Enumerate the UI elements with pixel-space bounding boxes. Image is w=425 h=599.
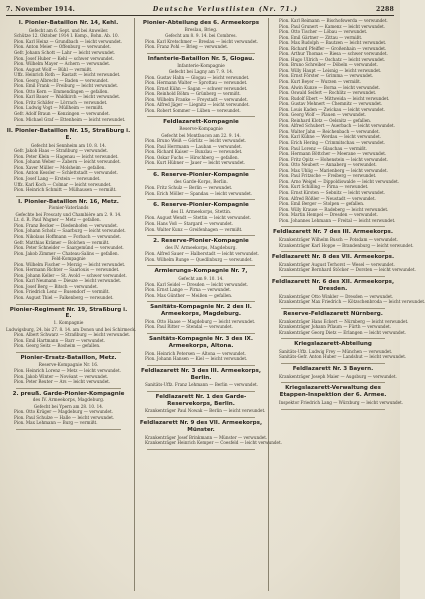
casualty-entry: Pion. Anton Meier — Offenburg — verwundet. [14, 44, 111, 50]
casualty-section [6, 20, 131, 122]
casualty-entry: Pion. Nikolaus Hoffmann — Forbach — verwundet. [14, 234, 122, 239]
casualty-entry: Pion. Paul Schulze — Halle — leicht verwundet. [14, 414, 115, 420]
casualty-entry: Lt. d. R. Paul Wagner — Metz — gefallen. [14, 217, 101, 223]
casualty-entry: Pion. Heinrich Lorenz — Metz — leicht verwundet. [14, 367, 121, 373]
casualty-section [271, 310, 409, 335]
casualty-entry: Gefecht bei Ypern am 28. 10. 14. [33, 403, 104, 409]
casualty-entry: Pion. Rudolf Ebert — Mittweida — leicht verwundet. [279, 95, 390, 101]
casualty-section [137, 368, 265, 388]
casualty-entry: Pion. Peter Schneider — Saargemünd — verwundet. [14, 245, 124, 251]
section-title: Sanitäts-Kompagnie Nr. 2 des II. Armeekorps, Magdeburg. [150, 304, 252, 318]
casualty-section [271, 254, 416, 273]
casualty-section [271, 366, 395, 379]
casualty-entry: Pion. Johannes Lehmann — Freital — leicht verwundet. [279, 217, 396, 223]
casualty-section [271, 341, 407, 360]
header-issue: (Nr. 71.) [258, 5, 299, 13]
section-separator [281, 276, 385, 277]
casualty-entry: Pion. Kurt Hübner — Jauer — leicht verwundet. [145, 160, 246, 166]
casualty-entry: Krankenträger Paul Nowak — Berlin — leicht verwundet. [145, 408, 266, 414]
casualty-entry: Pion. Robert Sommer — Lüben — verwundet. [145, 107, 241, 113]
casualty-entry: Pion. Ernst Kirsten — Sebnitz — leicht verwundet. [279, 189, 386, 195]
section-separator [281, 338, 385, 339]
section-title: 6. Reserve-Pionier-Kompagnie [153, 202, 249, 209]
section-title: Armierungs-Kompagnie Nr. 7, [154, 268, 248, 275]
casualty-entry: Pion. Paul Lorenz — Glauchau — vermißt. [279, 145, 367, 151]
section-title: Feldlazarett Nr. 3 Bayern. [292, 366, 374, 373]
casualty-entry: Pion. August Wendt — Stettin — leicht verwundet. [145, 215, 251, 221]
casualty-entry: Pion. Kurt Beyer — Wurzen — vermißt. [279, 79, 362, 85]
section-title: Pionier-Regiment Nr. 19, Straßburg i. E. [9, 306, 128, 320]
casualty-entry: Pion. Friedrich Lenz — Busendorf — vermißt. [14, 289, 110, 295]
casualty-entry: Pion. Otto Neubert — Annaberg — verwundet. [279, 162, 377, 168]
section-separator [16, 304, 121, 305]
casualty-entry: Pion. Karl Seidel — Dresden — leicht verwundet. [145, 281, 249, 287]
section-separator [147, 301, 255, 302]
casualty-entry: Pion. Willy Haupt — Leisnig — leicht verwundet. [279, 67, 382, 73]
section-subtitle: 1. Kompagnie [53, 321, 84, 327]
casualty-entry: Schütze 12. Oktober 1914 I. Komp., Bohn. Ab. 10. [14, 33, 119, 39]
casualty-entry: Pion. Alfred Rößler — Neustadt — verwundet. [279, 195, 376, 201]
casualty-entry: Pion. Kurt Schilling — Pirna — verwundet. [279, 184, 369, 190]
section-separator [147, 365, 255, 366]
casualty-entry: Pion. Josef Huber — Kehl — schwer verwundet. [14, 55, 114, 61]
casualty-entry: Pion. August Thiel — Falkenberg — verwundet. [14, 295, 114, 301]
casualty-entry: Pion. Karl Heinz — Grundbach — leicht verwundet. [14, 38, 123, 44]
section-separator [281, 382, 385, 383]
section-separator [281, 409, 385, 410]
casualty-entry: Gefecht am 8. 9. 14. bei Combres. [165, 33, 237, 39]
section-separator [147, 53, 255, 54]
casualty-entry: Sanitäts-Uffz. Ludwig Frey — München — verwundet. [279, 348, 393, 354]
casualty-entry: Pion. Bruno Schreiber — Döbeln — verwundet. [279, 62, 378, 68]
section-separator [281, 308, 385, 309]
section-separator [16, 125, 121, 126]
casualty-entry: Pion. Johann Scholz — Saarburg — leicht verwundet. [14, 228, 126, 234]
section-title: Infanterie-Bataillon Nr. 5, Glogau. [147, 55, 255, 62]
column-1 [6, 18, 137, 593]
casualty-section [6, 355, 131, 385]
casualty-section [137, 268, 265, 298]
casualty-entry: Pion. Anton Kessler — Schlettstadt — verwundet. [14, 170, 118, 176]
casualty-entry: Gefr. Johann Schott — Lahr — leicht verwundet. [14, 49, 116, 55]
casualty-entry: Pion. Alfred Jäger — Liegnitz — leicht verwundet. [145, 102, 250, 108]
casualty-entry: Pion. Willy Krause — Radeberg — leicht verwundet. [279, 206, 389, 212]
casualty-entry: Pion. Reinhold Böhm — Grünberg — vermißt. [145, 91, 241, 97]
casualty-entry: Pion. Richard Kaiser — Bunzlau — verwundet. [145, 149, 243, 155]
casualty-entry: Pion. Karl Neumann — Dieuze — leicht verwundet. [14, 278, 122, 284]
casualty-section [6, 391, 131, 426]
casualty-entry: Pion. Reinhard Klotz — Oelsnitz — gefallen. [279, 117, 372, 123]
section-title: Sanitäts-Kompagnie Nr. 3 des IX. Armeekorps, Altona. [149, 336, 253, 349]
casualty-entry: Pion. Hermann Richter — Saarlouis — verwundet. [14, 267, 120, 273]
casualty-section [271, 18, 400, 223]
casualty-section [137, 20, 265, 50]
casualty-entry: Pion. Peter Klein — Hagenau — leicht verwundet. [14, 153, 119, 159]
section-separator [16, 388, 121, 389]
section-title: 2. preuß. Garde-Pionier-Kompagnie [12, 390, 125, 397]
section-separator [147, 199, 255, 200]
casualty-entry: Pion. Ernst Lange — Pirna — verwundet. [145, 287, 232, 293]
casualty-entry: Pion. Paul Ritter — Stendal — verwundet. [145, 324, 233, 330]
casualty-section [137, 394, 265, 414]
section-title: Reserve-Feldlazarett Nürnberg. [283, 310, 383, 317]
casualty-entry: Krankenträger Heinrich Kemper — Coesfeld — leicht verwundet. [145, 440, 282, 446]
casualty-entry: Krankenträger Karl Hoppe — Brandenburg — leicht verwundet. [279, 242, 414, 248]
section-separator [147, 391, 255, 392]
casualty-entry: Krankenträger Georg Dietz — Erlangen — leicht verwundet. [279, 329, 407, 335]
section-title: II. Pionier-Bataillon Nr. 15, Straßburg i. E. [6, 128, 131, 141]
header-title: Deutsche Verlustlisten (Nr. 71.) [152, 5, 299, 13]
section-subtitle: des Garde-Korps, Berlin. [174, 179, 228, 185]
section-title: Feldlazarett-Kompagnie [163, 119, 239, 126]
casualty-entry: Pion. Richard Pfeiffer — Großenhain — verwundet. [279, 45, 387, 51]
casualty-entry: Pion. Bruno Weiß — Görlitz — leicht verwundet. [145, 138, 247, 144]
casualty-entry: Pion. Ludwig Vogt — Müllheim — vermißt. [14, 105, 104, 111]
casualty-entry: Pion. Karl Kühne — Werdau — leicht verwundet. [279, 134, 382, 140]
casualty-section [271, 385, 404, 405]
casualty-entry: Uffz. Heinrich Roth — Rastatt — leicht verwundet. [14, 72, 121, 78]
section-subtitle: Infanterie-Kompagnie [177, 63, 225, 69]
casualty-entry: Pion. Fritz Opitz — Hohenstein — leicht verwundet. [279, 156, 388, 162]
casualty-entry: Pion. Wilhelm Mayer — Achern — verwundet. [14, 61, 111, 67]
section-separator [281, 251, 385, 252]
casualty-entry: Pion. Arno Weigel — Dippoldiswalde — leicht verwundet. [279, 178, 400, 184]
casualty-entry: Pion. Hermann Böttcher — Meerane — verwundet. [279, 151, 387, 157]
casualty-entry: Pion. Josef Berg — Bitsch — verwundet. [14, 283, 99, 289]
section-title: I. Pionier-Bataillon Nr. 16, Metz. [18, 198, 119, 205]
casualty-entry: Gefr. Matthias Krämer — Bolchen — vermißt. [14, 239, 110, 245]
casualty-entry: Pion. Emil Hartmann — Barr — verwundet. [14, 337, 106, 343]
casualty-entry: Pion. Hans Voß — Stargard — verwundet. [145, 220, 233, 226]
casualty-entry: Gefecht am 9. 10. 14. [178, 276, 224, 282]
header-page-number: 2288 [375, 5, 394, 13]
section-subtitle: des II. Armeekorps, Stettin. [170, 210, 232, 215]
casualty-entry: Feld-Kompagnie [51, 256, 86, 262]
casualty-entry: Pion. Otto Krüger — Magdeburg — verwundet. [14, 409, 113, 415]
casualty-entry: Pion. Arthur Thomas — Riesa — schwer verwundet. [279, 51, 388, 57]
section-subtitle: des IV. Armeekorps, Magdeburg. [165, 245, 237, 251]
casualty-entry: Pion. Xaver Müller — Molsheim — gefallen. [14, 164, 106, 170]
casualty-section [6, 306, 137, 349]
casualty-entry: Gefr. Jakob Haas — Straßburg — verwundet. [14, 148, 109, 154]
casualty-entry: Pion. Michael Graf — Ettenheim — leicht verwundet. [14, 116, 126, 122]
casualty-entry: Pion. Walter Kunz — Greifenhagen — vermißt. [145, 226, 243, 232]
casualty-entry: Krankenträger Joseph Maier — Augsburg — verwundet. [279, 373, 397, 379]
casualty-section [271, 279, 425, 305]
casualty-entry: Krankenträger Wilhelm Busch — Potsdam — verwundet. [279, 237, 398, 243]
casualty-entry: Pion. Emil Berger — Stolpen — gefallen. [279, 201, 365, 207]
casualty-entry: Pion. Oswald Seifert — Rochlitz — verwundet. [279, 90, 377, 96]
section-subtitle: des IV. Armeekorps, Magdeburg. [32, 398, 105, 404]
casualty-entry: Uffz. Karl Koch — Colmar — leicht verwundet. [14, 181, 112, 187]
casualty-section [137, 336, 265, 362]
section-title: I. Pionier-Bataillon Nr. 14, Kehl. [18, 20, 119, 26]
column-divider [268, 18, 269, 591]
casualty-entry: Krankenträger August Terhorst — Wesel — verwundet. [279, 261, 395, 267]
casualty-entry: Pion. Karl Bauer — Waldkirch — leicht verwundet. [14, 94, 121, 100]
casualty-entry: Gefecht bei Montfaucon am 22. 9. 14. [161, 132, 241, 138]
casualty-section [137, 202, 265, 232]
casualty-entry: Pion. Albert Schwarz — Straßburg — leicht verwundet. [14, 332, 131, 338]
casualty-entry: Gefr. Adolf Braun — Kenzingen — verwundet. [14, 111, 110, 116]
section-subtitle: Breslau, Brieg. [184, 27, 218, 33]
column-divider [134, 18, 135, 591]
header-date: 7. November 1914. [6, 5, 75, 13]
casualty-entry: Pion. Johann Keller — St. Avold — schwer verwundet. [14, 272, 127, 278]
section-title: Kriegslazarett-Abteilung [294, 341, 372, 348]
casualty-entry: Pion. Max Rudolph — Bautzen — leicht verwundet. [279, 40, 387, 46]
section-separator [147, 333, 255, 334]
casualty-entry: Pion. Oskar Fuchs — Hirschberg — gefallen. [145, 154, 239, 160]
casualty-entry: Pion. Fritz Schulz — Berlin — verwundet. [145, 185, 233, 191]
casualty-entry: Pion. Franz Pohl — Brieg — verwundet. [145, 44, 229, 50]
casualty-entry: Pion. Jakob Winter — Novéant — verwundet. [14, 373, 109, 379]
casualty-entry: Pion. Jakob Zimmer — Chateau-Salins — gefallen. [14, 250, 119, 256]
casualty-entry: Inspektor Friedrich Lang — Würzburg — leicht verwundet. [279, 399, 404, 405]
casualty-entry: Pion. Georg Wolf — Plauen — verwundet. [279, 112, 367, 118]
section-separator [16, 429, 121, 430]
casualty-entry: Pion. Max Lehmann — Burg — vermißt. [14, 420, 98, 426]
casualty-entry: Pion. August Wolf — Bühl — vermißt. [14, 66, 93, 72]
casualty-entry: Pion. Wilhelm Fischer — Merzig — leicht verwundet. [14, 261, 126, 267]
casualty-entry: Pion. Wilhelm Franke — Freystadt — verwundet. [145, 96, 248, 102]
section-title: Feldlazarett Nr. 1 des Garde-Reservekorps, Berlin. [155, 393, 247, 407]
casualty-entry: Pion. Ernst Kühn — Sagan — schwer verwundet. [145, 85, 248, 91]
casualty-section [137, 172, 265, 196]
section-separator [147, 449, 255, 450]
casualty-entry: Pion. Ernst Förster — Grimma — verwundet. [279, 73, 374, 79]
casualty-entry: Pion. Martin Hempel — Dresden — verwundet. [279, 212, 378, 218]
casualty-entry: Krankenträger Max Friedrich — Kötzschenbroda — leicht verwundet. [279, 299, 425, 305]
section-title: Kriegslazarett-Verwaltung des Etappen-Inspektion der 6. Armee. [279, 385, 387, 399]
section-title: Feldlazarett Nr. 8 des VII. Armeekorps. [271, 254, 395, 261]
casualty-entry: Pion. Paul Fritzsche — Freiberg — verwundet. [279, 173, 377, 179]
casualty-entry: Pion. Heinrich Petersen — Altona — verwundet. [145, 350, 246, 356]
casualty-entry: Pion. Erich Hering — Crimmitschau — verwundet. [279, 140, 386, 146]
casualty-entry: Pion. Fritz Schäfer — Lörrach — verwundet. [14, 99, 108, 105]
header-rule [6, 15, 394, 16]
section-subtitle: Reserve-Kompagnie [179, 127, 223, 133]
casualty-entry: Pion. Gustav Mehnert — Chemnitz — verwundet. [279, 101, 383, 107]
column-3 [271, 18, 425, 593]
casualty-entry: Pion. Alfred Schubert — Auerbach — leicht verwundet. [279, 123, 395, 129]
casualty-entry: Pion. Johann Hansen — Kiel — leicht verwundet. [145, 356, 248, 362]
casualty-section [6, 199, 131, 301]
casualty-entry: Pion. Hermann Walter — Sprottau — verwundet. [145, 80, 248, 86]
casualty-entry: Pion. Karl Kretschmer — Breslau — leicht verwundet. [145, 38, 259, 44]
casualty-entry: Gefecht bei Lagny am 7. 9. 14. [168, 69, 234, 75]
casualty-entry: Pion. Walter Jahn — Reichenbach — verwundet. [279, 128, 380, 134]
casualty-entry: Pion. Josef Lang — Erstein — verwundet. [14, 175, 101, 181]
casualty-entry: Ludwigsburg, 24. bis 27. 8. 14. am Donon und bei Schirmeck. [6, 326, 137, 332]
casualty-entry: Pion. Hugo Ullrich — Oschatz — leicht verwundet. [279, 56, 386, 62]
section-title: Pionier-Abteilung des 6. Armeekorps [142, 20, 260, 26]
section-title: Feldlazarett Nr. 7 des III. Armeekorps. [273, 229, 393, 236]
section-title: 6. Reserve-Pionier-Kompagnie [153, 171, 249, 178]
section-separator [147, 169, 255, 170]
casualty-entry: Pion. Alwin Kunze — Borna — leicht verwundet. [279, 84, 381, 90]
casualty-entry: Krankenträger Johann Pflaum — Fürth — verwundet. [279, 324, 392, 330]
casualty-entry: Pion. Erich Möller — Spandau — leicht verwundet. [145, 190, 253, 196]
casualty-section [271, 229, 414, 248]
casualty-entry: Pion. Georg Seitz — Rosheim — gefallen. [14, 343, 101, 349]
section-title: Feldlazarett Nr. 3 des III. Armeekorps, Berlin. [141, 367, 261, 381]
casualty-entry: Krankenträger Bernhard Stöcker — Dorsten — leicht verwundet. [279, 267, 416, 273]
casualty-entry: Pion. Peter Reuter — Ars — leicht verwundet. [14, 379, 111, 385]
section-title: Feldlazarett Nr. 9 des VII. Armeekorps, Münster. [139, 419, 263, 433]
casualty-entry: Sanitäts-Gefr. Anton Huber — Landshut — leicht verwundet. [279, 354, 407, 360]
casualty-entry: Pion. Heinrich Schmitt — Mülhausen — vermißt. [14, 187, 117, 193]
section-separator [147, 116, 255, 117]
casualty-entry: Pion. Johann Weber — Zabern — leicht verwundet. [14, 159, 121, 165]
section-title: Feldlazarett Nr. 6 des XII. Armeekorps, Dresden. [271, 279, 395, 292]
casualty-entry: Pion. Max Uhlig — Marienberg — leicht verwundet. [279, 167, 388, 173]
section-subtitle: Reserve-Kompagnie Nr. 16. [38, 362, 99, 368]
casualty-entry: Pion. Otto Haase — Magdeburg — leicht verwundet. [145, 318, 256, 324]
casualty-section [137, 56, 265, 114]
casualty-entry: Pion. Alfred Sauer — Halberstadt — leicht verwundet. [145, 251, 259, 257]
casualty-entry: Gefechte bei Frescaty und Chambière am 2. 9. 14. [15, 211, 122, 217]
casualty-section [6, 128, 131, 193]
casualty-entry: Pion. Paul Grunert — Kamenz — leicht verwundet. [279, 23, 386, 29]
section-subtitle: Pionier-Vaterlands [48, 206, 89, 212]
casualty-entry: Pion. Karl Reimann — Bischofswerda — verwundet. [279, 18, 388, 23]
casualty-entry: Pion. Emil Frank — Freiburg — leicht verwundet. [14, 83, 119, 89]
section-separator [147, 417, 255, 418]
section-separator [281, 226, 385, 227]
casualty-entry: Pion. Otto Kern — Emmendingen — gefallen. [14, 88, 109, 94]
section-title: 2. Reserve-Pionier-Kompagnie [153, 238, 249, 245]
casualty-entry: Sanitäts-Uffz. Franz Lehmann — Berlin — verwundet. [145, 382, 259, 388]
casualty-entry: Pion. Max Günther — Meißen — gefallen. [145, 292, 233, 298]
section-separator [16, 352, 121, 353]
casualty-entry: Pion. Otto Tischer — Löbau — verwundet. [279, 29, 368, 35]
casualty-entry: Krankenträger Josef Brinkmann — Münster — verwundet. [145, 434, 268, 440]
casualty-entry: Gefecht am 6. Sept. und bei Anweiler. [28, 27, 109, 33]
column-2 [137, 18, 282, 593]
casualty-entry: Pion. Gustav Hahn — Glogau — leicht verwundet. [145, 74, 250, 80]
section-separator [281, 363, 385, 364]
casualty-entry: Gefecht bei Sennheim am 10. 8. 14. [30, 142, 107, 148]
casualty-entry: Pion. Paul Herrmann — Lauban — verwundet. [145, 143, 242, 149]
page-header [6, 3, 394, 15]
section-title: Pionier-Ersatz-Bataillon, Metz. [20, 354, 117, 361]
section-separator [147, 235, 255, 236]
casualty-entry: Krankenträger Otto Winkler — Dresden — verwundet. [279, 293, 394, 299]
casualty-entry: Pion. Louis Kaden — Zwickau — leicht verwundet. [279, 106, 385, 112]
casualty-entry: Krankenträger Hans Eckert — Nürnberg — leicht verwundet. [279, 318, 409, 324]
casualty-section [137, 119, 265, 165]
casualty-entry: Pion. Wilhelm Runge — Quedlinburg — verwundet. [145, 256, 253, 262]
casualty-entry: Pion. Emil Gärtner — Zittau — vermißt. [279, 34, 363, 40]
casualty-section [137, 304, 265, 330]
casualty-section [137, 419, 282, 446]
casualty-entry: Pion. Georg Albrecht — Baden — verwundet. [14, 77, 109, 83]
section-separator [16, 196, 121, 197]
casualty-entry: Pion. Franz Becker — Diedenhofen — verwundet. [14, 222, 119, 228]
section-separator [147, 265, 255, 266]
casualty-section [137, 238, 265, 262]
